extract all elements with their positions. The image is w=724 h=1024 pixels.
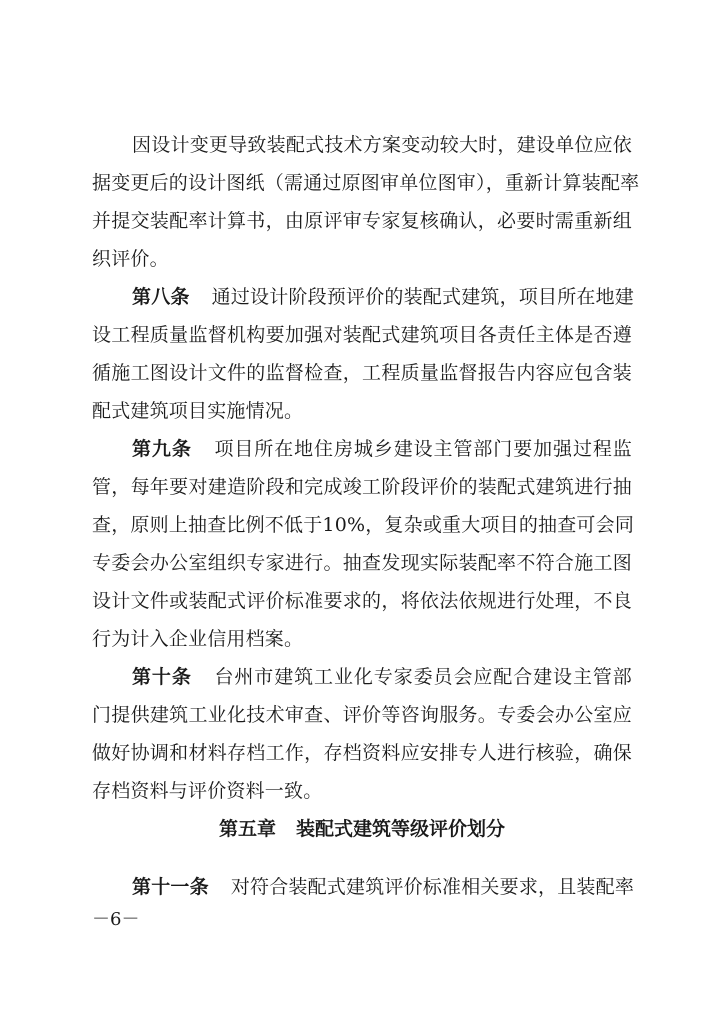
article-8-label: 第八条 xyxy=(132,286,190,308)
article-10-first-line xyxy=(132,665,632,689)
article-9-label: 第九条 xyxy=(132,438,192,460)
article-11-label: 第十一条 xyxy=(132,876,209,898)
paragraph-line: 配式建筑项目实施情况。 xyxy=(92,400,304,422)
paragraph-line: 并提交装配率计算书，由原评审专家复核确认，必要时需重新组 xyxy=(92,210,632,232)
paragraph-line: 做好协调和材料存档工作，存档资料应安排专人进行核验，确保 xyxy=(92,742,632,764)
article-10-text: 台州市建筑工业化专家委员会应配合建设主管部 xyxy=(213,666,632,688)
paragraph-line: 织评价。 xyxy=(92,248,169,270)
paragraph-line: 专委会办公室组织专家进行。抽查发现实际装配率不符合施工图 xyxy=(92,552,632,574)
article-11-text: 对符合装配式建筑评价标准相关要求，且装配率 xyxy=(230,876,635,898)
page-number: －6－ xyxy=(92,909,140,930)
paragraph-line: 设工程质量监督机构要加强对装配式建筑项目各责任主体是否遵 xyxy=(92,324,632,346)
paragraph-line: 行为计入企业信用档案。 xyxy=(92,628,304,650)
paragraph-line: 循施工图设计文件的监督检查，工程质量监督报告内容应包含装 xyxy=(92,362,632,384)
chapter-heading xyxy=(0,817,724,841)
paragraph-line: 查，原则上抽查比例不低于10%，复杂或重大项目的抽查可会同 xyxy=(92,514,635,536)
article-11-first-line xyxy=(132,875,635,899)
paragraph-line: 据变更后的设计图纸（需通过原图审单位图审），重新计算装配率 xyxy=(92,172,640,194)
chapter-number: 第五章 xyxy=(218,818,276,840)
article-9-first-line xyxy=(132,437,632,461)
paragraph-line: 设计文件或装配式评价标准要求的，将依法依规进行处理，不良 xyxy=(92,590,632,612)
article-8-text: 通过设计阶段预评价的装配式建筑，项目所在地建 xyxy=(211,286,635,308)
paragraph-line: 存档资料与评价资料一致。 xyxy=(92,780,323,802)
paragraph-line: 因设计变更导致装配式技术方案变动较大时，建设单位应依 xyxy=(132,134,632,156)
article-10-label: 第十条 xyxy=(132,666,192,688)
paragraph-line: 门提供建筑工业化技术审查、评价等咨询服务。专委会办公室应 xyxy=(92,704,632,726)
article-9-text: 项目所在地住房城乡建设主管部门要加强过程监 xyxy=(213,438,632,460)
article-8-first-line xyxy=(132,285,635,309)
chapter-title: 装配式建筑等级评价划分 xyxy=(296,818,506,840)
paragraph-line: 管，每年要对建造阶段和完成竣工阶段评价的装配式建筑进行抽 xyxy=(92,476,632,498)
